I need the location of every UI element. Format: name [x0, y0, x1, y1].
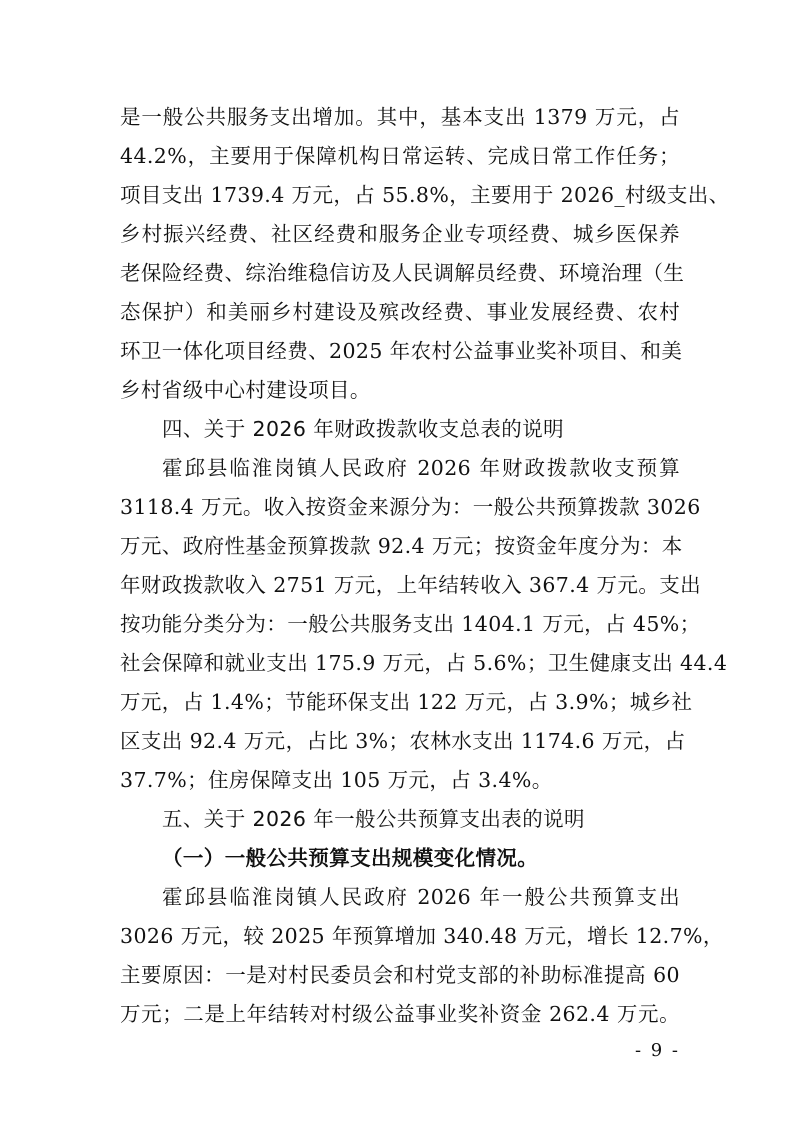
paragraph-line: 3118.4 万元。收入按资金来源分为：一般公共预算拨款 3026	[120, 495, 701, 519]
paragraph-line: 44.2%，主要用于保障机构日常运转、完成日常工作任务；	[120, 144, 680, 168]
subsection-heading-1: （一）一般公共预算支出规模变化情况。	[162, 846, 539, 870]
paragraph-line: 态保护）和美丽乡村建设及殡改经费、事业发展经费、农村	[120, 300, 680, 324]
section-heading-4: 四、关于 2026 年财政拨款收支总表的说明	[162, 417, 565, 441]
paragraph-line: 霍邱县临淮岗镇人民政府 2026 年财政拨款收支预算	[162, 456, 680, 480]
paragraph-line: 老保险经费、综治维稳信访及人民调解员经费、环境治理（生	[120, 261, 685, 285]
paragraph-line: 3026 万元，较 2025 年预算增加 340.48 万元，增长 12.7%，	[120, 924, 724, 948]
page-number: - 9 -	[634, 1040, 680, 1061]
paragraph-line: 万元，占 1.4%；节能环保支出 122 万元，占 3.9%；城乡社	[120, 690, 693, 714]
paragraph-line: 社会保障和就业支出 175.9 万元，占 5.6%；卫生健康支出 44.4	[120, 651, 728, 675]
paragraph-line: 年财政拨款收入 2751 万元，上年结转收入 367.4 万元。支出	[120, 573, 702, 597]
section-heading-5: 五、关于 2026 年一般公共预算支出表的说明	[162, 807, 585, 831]
paragraph-line: 项目支出 1739.4 万元，占 55.8%，主要用于 2026_村级支出、	[120, 183, 730, 207]
paragraph-line: 区支出 92.4 万元，占比 3%；农林水支出 1174.6 万元，占	[120, 729, 686, 753]
paragraph-line: 主要原因：一是对村民委员会和村党支部的补助标准提高 60	[120, 963, 680, 987]
paragraph-line: 乡村振兴经费、社区经费和服务企业专项经费、城乡医保养	[120, 222, 680, 246]
paragraph-line: 37.7%；住房保障支出 105 万元，占 3.4%。	[120, 768, 553, 792]
paragraph-line: 万元、政府性基金预算拨款 92.4 万元；按资金年度分为：本	[120, 534, 683, 558]
paragraph-line: 万元；二是上年结转对村级公益事业奖补资金 262.4 万元。	[120, 1002, 680, 1026]
paragraph-line: 霍邱县临淮岗镇人民政府 2026 年一般公共预算支出	[162, 885, 680, 909]
paragraph-line: 乡村省级中心村建设项目。	[120, 378, 371, 402]
paragraph-line: 环卫一体化项目经费、2025 年农村公益事业奖补项目、和美	[120, 339, 683, 363]
paragraph-line: 按功能分类分为：一般公共服务支出 1404.1 万元，占 45%；	[120, 612, 701, 636]
paragraph-line: 是一般公共服务支出增加。其中，基本支出 1379 万元，占	[120, 105, 680, 129]
